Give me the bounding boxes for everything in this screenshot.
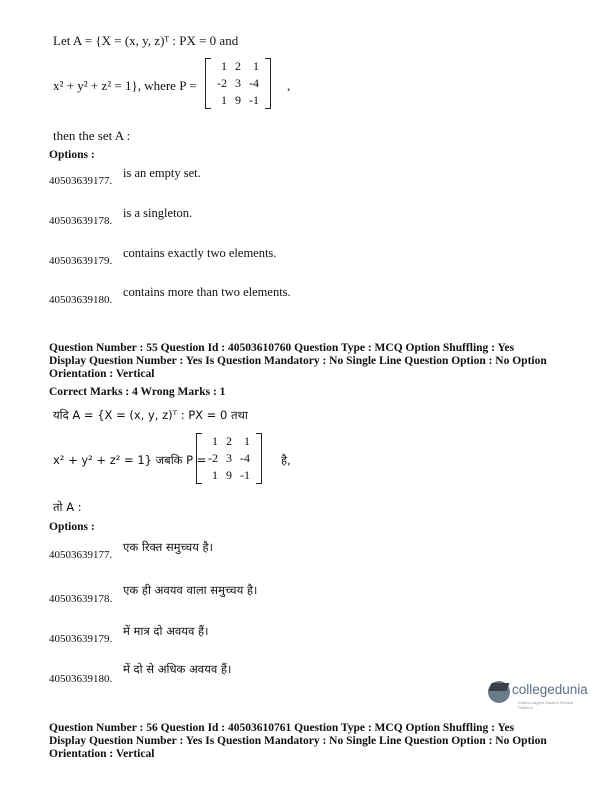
- q54-stem-line3: then the set A :: [53, 128, 131, 143]
- q54-stem-line2: x² + y² + z² = 1}, where P =: [53, 78, 197, 93]
- q55-header-line3: Orientation : Vertical: [49, 368, 155, 380]
- q56-header-line1: Question Number : 56 Question Id : 40503610761 Question Type : MCQ Option Shuffling : Yes: [49, 722, 515, 734]
- matrix-cell: -4: [240, 451, 250, 465]
- q55-stem-line3: तो A :: [53, 500, 82, 514]
- q55-marks: Correct Marks : 4 Wrong Marks : 1: [49, 386, 226, 398]
- q55-header-line2: Display Question Number : Yes Is Question Mandatory : No Single Line Question Option : No Option: [49, 355, 547, 367]
- option-text[interactable]: एक ही अवयव वाला समुच्चय है।: [123, 583, 258, 597]
- option-id: 40503639180.: [49, 294, 113, 306]
- q54-matrix-p: [205, 58, 271, 109]
- matrix-cell: 2: [235, 59, 241, 73]
- q55-options-label: Options :: [49, 521, 95, 533]
- logo-name: collegedunia: [512, 682, 588, 697]
- option-id: 40503639177.: [49, 175, 113, 187]
- matrix-cell: -2: [217, 76, 227, 90]
- matrix-cell: 1: [221, 93, 227, 107]
- matrix-cell: 1: [253, 59, 259, 73]
- collegedunia-logo: [488, 681, 588, 713]
- matrix-cell: 9: [226, 468, 232, 482]
- q55-stem-line2: x² + y² + z² = 1} जबकि P =: [53, 453, 207, 467]
- option-text[interactable]: एक रिक्त समुच्चय है।: [123, 540, 213, 554]
- option-id: 40503639180.: [49, 673, 113, 685]
- q55-header-line1: Question Number : 55 Question Id : 40503610760 Question Type : MCQ Option Shuffling : Yes: [49, 342, 515, 354]
- option-id: 40503639179.: [49, 255, 113, 267]
- q54-options-label: Options :: [49, 149, 95, 161]
- option-id: 40503639178.: [49, 593, 113, 605]
- option-text[interactable]: is a singleton.: [123, 206, 193, 220]
- matrix-cell: -2: [208, 451, 218, 465]
- q55-matrix-p: [196, 433, 262, 484]
- matrix-cell: 1: [212, 434, 218, 448]
- matrix-cell: -1: [240, 468, 250, 482]
- option-id: 40503639178.: [49, 215, 113, 227]
- matrix-cell: 1: [212, 468, 218, 482]
- matrix-cell: 1: [221, 59, 227, 73]
- logo-tagline: India's Largest Student Review Platform: [518, 700, 574, 710]
- option-text[interactable]: contains more than two elements.: [123, 285, 291, 299]
- matrix-cell: 2: [226, 434, 232, 448]
- q55-stem-hai: है,: [281, 453, 291, 467]
- q54-stem-comma: ,: [287, 78, 291, 93]
- matrix-cell: -4: [249, 76, 259, 90]
- q56-header-line3: Orientation : Vertical: [49, 748, 155, 760]
- q55-stem-line1: यदि A = {X = (x, y, z)ᵀ : PX = 0 तथा: [53, 408, 248, 422]
- q54-stem-line1: Let A = {X = (x, y, z)ᵀ : PX = 0 and: [53, 33, 239, 48]
- option-text[interactable]: is an empty set.: [123, 166, 201, 180]
- option-id: 40503639179.: [49, 633, 113, 645]
- option-id: 40503639177.: [49, 549, 113, 561]
- option-text[interactable]: में दो से अधिक अवयव हैं।: [123, 662, 232, 676]
- option-text[interactable]: contains exactly two elements.: [123, 246, 277, 260]
- matrix-cell: 1: [244, 434, 250, 448]
- q56-header-line2: Display Question Number : Yes Is Question Mandatory : No Single Line Question Option : No Option: [49, 735, 547, 747]
- matrix-cell: 3: [226, 451, 232, 465]
- option-text[interactable]: में मात्र दो अवयव हैं।: [123, 624, 209, 638]
- matrix-cell: 9: [235, 93, 241, 107]
- matrix-cell: -1: [249, 93, 259, 107]
- matrix-cell: 3: [235, 76, 241, 90]
- mortarboard-icon: [489, 683, 510, 691]
